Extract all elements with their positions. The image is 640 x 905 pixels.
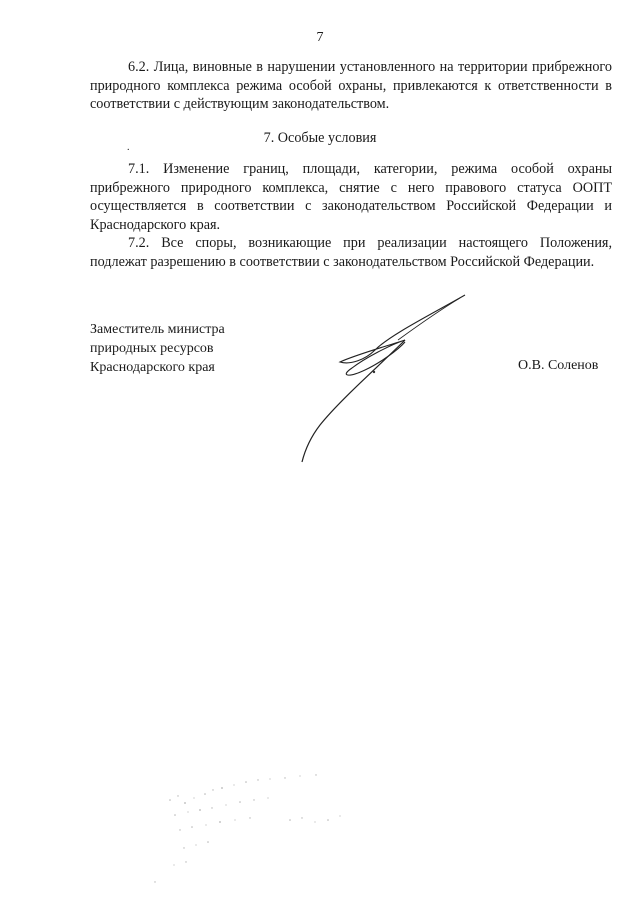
signer-name: О.В. Соленов — [518, 358, 599, 373]
faded-stamp-residue — [150, 770, 350, 890]
position-line-2: природных ресурсов — [90, 341, 214, 356]
handwritten-signature-icon — [280, 290, 480, 470]
page-number: 7 — [316, 30, 324, 45]
paragraph-7-2: 7.2. Все споры, возникающие при реализации настоящего Положения, подлежат разрешению в соответствии с законодательством Российской Федерации. — [90, 235, 612, 270]
position-line-1: Заместитель министра — [90, 322, 225, 337]
paragraph-6-2: 6.2. Лица, виновные в нарушении установленного на территории прибрежного природного комплекса режима особой охраны, привлекаются к ответственности в соответствии с действующим законодательством. — [90, 59, 612, 112]
signatory-position — [90, 320, 225, 377]
paragraph-7-1: 7.1. Изменение границ, площади, категории, режима особой охраны прибрежного природного комплекса, снятие с него правового статуса ООПТ осуществляется в соответствии с законодательством Российской Федерации и Краснодарского края. — [90, 161, 612, 233]
stray-mark: . — [127, 142, 130, 153]
position-line-3: Краснодарского края — [90, 360, 215, 375]
section-title: 7. Особые условия — [263, 130, 377, 146]
